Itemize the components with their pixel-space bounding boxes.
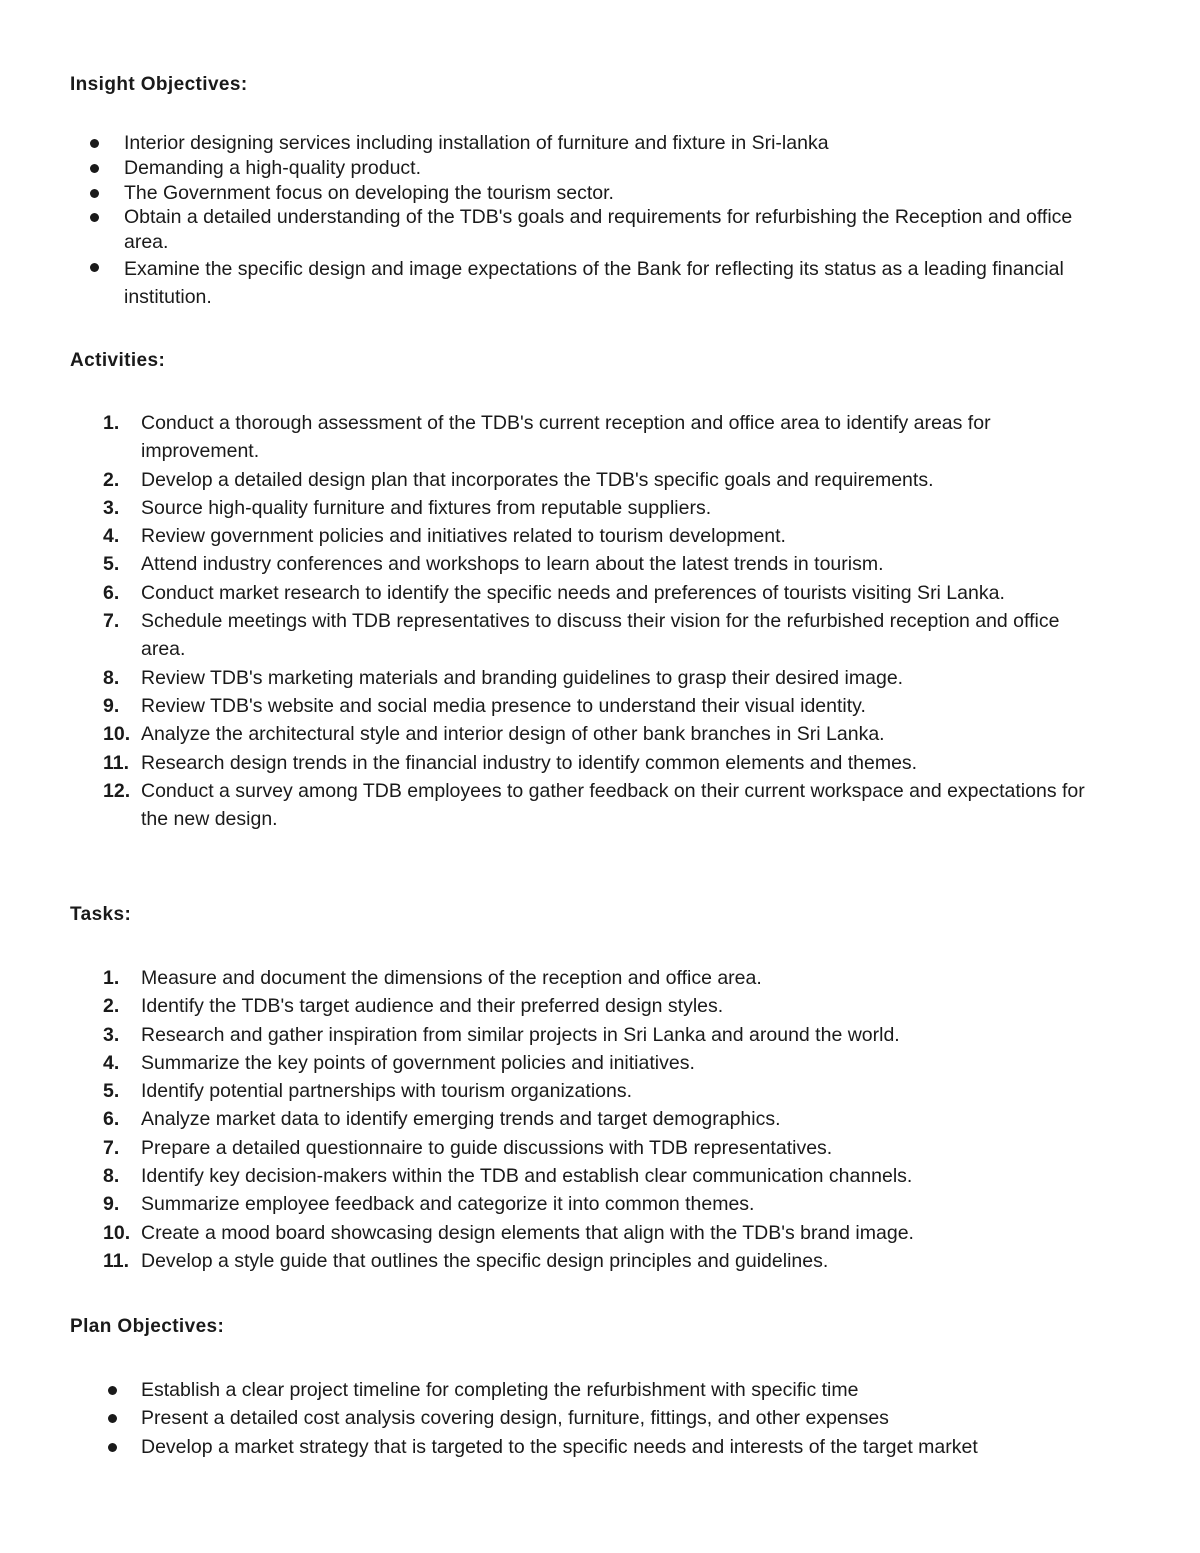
bullet-icon: [90, 213, 99, 222]
bullet-icon: [90, 263, 99, 272]
bullet-icon: [108, 1414, 117, 1423]
list-item: 7. Prepare a detailed questionnaire to guide discussions with TDB representatives.: [103, 1136, 833, 1159]
list-item: Demanding a high-quality product.: [124, 156, 1089, 181]
list-item: 9. Review TDB's website and social media presence to understand their visual identity.: [103, 694, 866, 717]
list-item: 1. Conduct a thorough assessment of the TDB's current reception and office area to identify areas for improvement.: [103, 412, 991, 463]
list-item: Establish a clear project timeline for completing the refurbishment with specific time: [141, 1376, 1101, 1404]
list-item: Interior designing services including installation of furniture and fixture in Sri-lanka: [124, 131, 1089, 156]
list-item: 5. Identify potential partnerships with tourism organizations.: [103, 1080, 633, 1103]
list-item: 9. Summarize employee feedback and categorize it into common themes.: [103, 1193, 755, 1216]
list-item: Present a detailed cost analysis covering design, furniture, fittings, and other expenses: [141, 1404, 1101, 1432]
tasks-list: [103, 964, 1101, 1275]
activities-list: [103, 409, 1101, 833]
list-item: 6. Analyze market data to identify emerging trends and target demographics.: [103, 1108, 781, 1131]
list-item: 3. Research and gather inspiration from similar projects in Sri Lanka and around the world.: [103, 1023, 900, 1046]
list-item: 7. Schedule meetings with TDB representatives to discuss their vision for the refurbished reception and office area.: [103, 610, 1060, 661]
list-item: Examine the specific design and image expectations of the Bank for reflecting its status as a leading financial institution.: [124, 255, 1089, 311]
list-item: 11. Research design trends in the financial industry to identify common elements and themes.: [103, 751, 918, 774]
list-item: Obtain a detailed understanding of the TDB's goals and requirements for refurbishing the Reception and office area.: [124, 205, 1089, 255]
list-item: 8. Identify key decision-makers within the TDB and establish clear communication channels.: [103, 1165, 913, 1188]
list-item: 1. Measure and document the dimensions of the reception and office area.: [103, 967, 762, 989]
list-item: 12. Conduct a survey among TDB employees to gather feedback on their current workspace and expectations for the new design.: [103, 779, 1085, 831]
bullet-icon: [90, 189, 99, 198]
list-item: 11. Develop a style guide that outlines the specific design principles and guidelines.: [103, 1249, 829, 1272]
activities-heading: Activities:: [70, 350, 166, 371]
list-item: 2. Identify the TDB's target audience and their preferred design styles.: [103, 995, 724, 1018]
list-item: Develop a market strategy that is targeted to the specific needs and interests of the target market: [141, 1433, 1101, 1461]
list-item: 8. Review TDB's marketing materials and branding guidelines to grasp their desired image.: [103, 666, 904, 689]
list-item: 4. Summarize the key points of government policies and initiatives.: [103, 1051, 695, 1074]
bullet-icon: [108, 1443, 117, 1452]
insight-objectives-heading: Insight Objectives:: [70, 74, 248, 95]
bullet-icon: [108, 1386, 117, 1395]
bullet-icon: [90, 139, 99, 148]
list-item: The Government focus on developing the tourism sector.: [124, 181, 1089, 206]
list-item: 4. Review government policies and initiatives related to tourism development.: [103, 525, 786, 548]
tasks-heading: Tasks:: [70, 904, 132, 925]
plan-objectives-list: [141, 1376, 1101, 1461]
bullet-icon: [90, 164, 99, 173]
list-item: 3. Source high-quality furniture and fixtures from reputable suppliers.: [103, 496, 712, 519]
list-item: 10. Analyze the architectural style and interior design of other bank branches in Sri Lanka.: [103, 723, 885, 746]
insight-objectives-list: [124, 131, 1089, 311]
list-item: 5. Attend industry conferences and workshops to learn about the latest trends in tourism.: [103, 553, 884, 576]
plan-objectives-heading: Plan Objectives:: [70, 1316, 225, 1337]
list-item: 10. Create a mood board showcasing design elements that align with the TDB's brand image.: [103, 1221, 914, 1244]
list-item: 6. Conduct market research to identify the specific needs and preferences of tourists visiting Sri Lanka.: [103, 581, 1005, 604]
list-item: 2. Develop a detailed design plan that incorporates the TDB's specific goals and requirements.: [103, 468, 934, 491]
